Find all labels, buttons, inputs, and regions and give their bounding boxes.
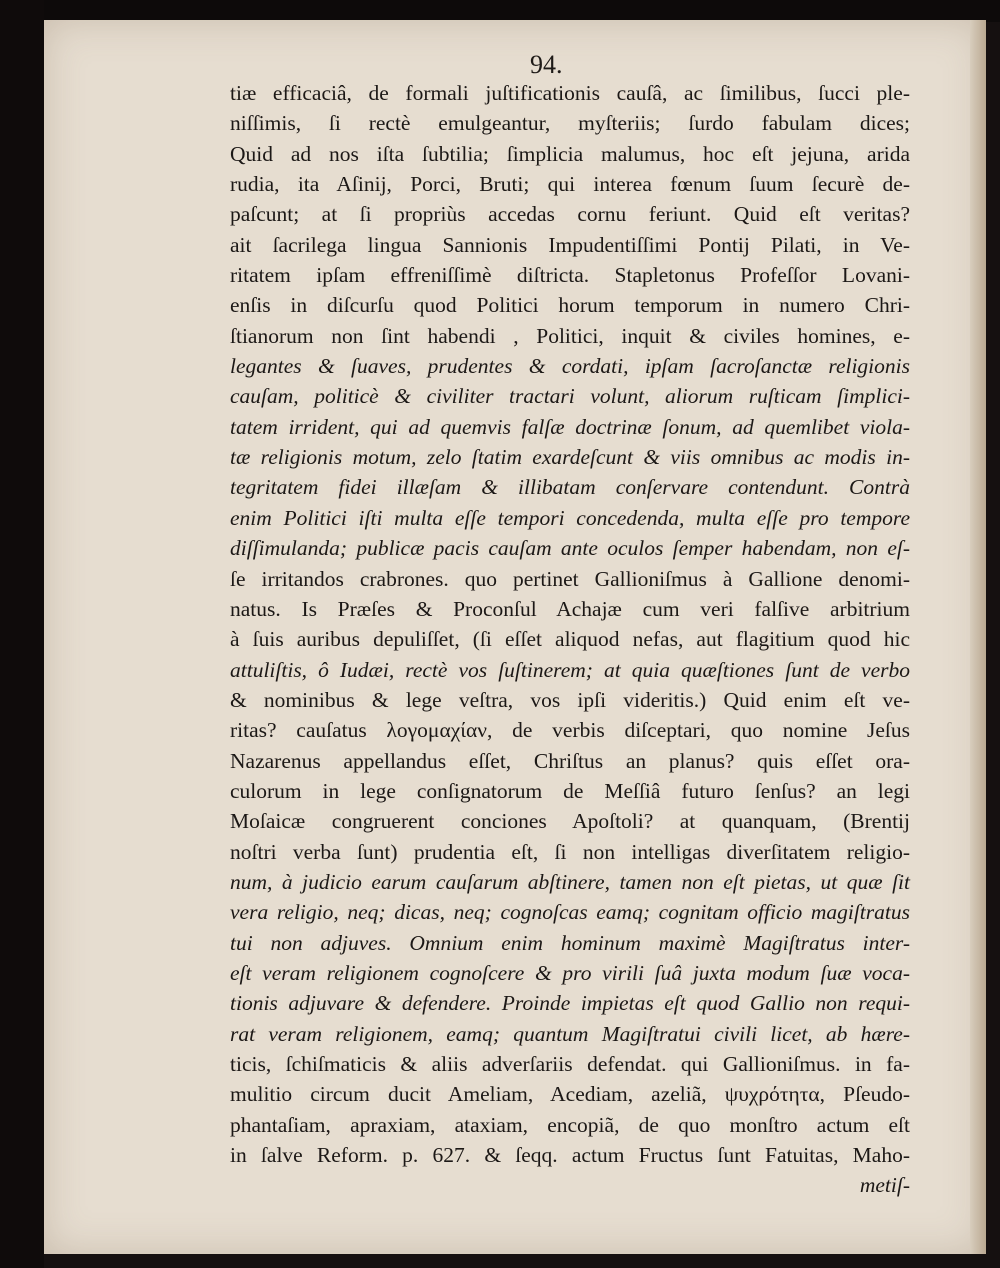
text-line-33: ticis, ſchiſmaticis & aliis adverſariis defendat. qui Gallioniſmus. in fa- xyxy=(230,1052,910,1076)
page-edge xyxy=(970,20,986,1254)
text-line-1: tiæ efficaciâ, de formali juſtificationis cauſâ, ac ſimilibus, ſucci ple- xyxy=(230,81,910,105)
text-line-3: Quid ad nos iſta ſubtilia; ſimplicia malumus, hoc eſt jejuna, arida xyxy=(230,141,910,166)
text-line-35: phantaſiam, apraxiam, ataxiam, encopiã, de quo monſtro actum eſt xyxy=(230,1112,910,1137)
text-line-26: noſtri verba ſunt) prudentia eſt, ſi non intelligas diverſitatem religio- xyxy=(230,839,910,864)
page-number: 94. xyxy=(530,50,563,79)
text-line-2: niſſimis, ſi rectè emulgeantur, myſteriis; ſurdo fabulam dices; xyxy=(230,111,910,136)
text-line-32: rat veram religionem, eamq; quantum Magiſtratui civili licet, ab hære- xyxy=(230,1021,910,1046)
text-line-30: eſt veram religionem cognoſcere & pro virili ſuâ juxta modum ſuæ voca- xyxy=(230,960,910,985)
text-line-29: tui non adjuves. Omnium enim hominum maximè Magiſtratus inter- xyxy=(230,930,910,955)
text-line-23: Nazarenus appellandus eſſet, Chriſtus an planus? quis eſſet ora- xyxy=(230,748,910,773)
text-line-14: tegritatem fidei illæſam & illibatam conſervare contendunt. Contrà xyxy=(230,475,910,500)
text-line-27: num, à judicio earum cauſarum abſtinere, tamen non eſt pietas, ut quæ ſit xyxy=(230,869,910,894)
text-line-13: tæ religionis motum, zelo ſtatim exardeſcunt & viis omnibus ac modis in- xyxy=(230,445,910,470)
text-line-24: culorum in lege conſignatorum de Meſſiâ futuro ſenſus? an legi xyxy=(230,778,910,803)
text-line-28: vera religio, neq; dicas, neq; cognoſcas eamq; cognitam officio magiſtratus xyxy=(230,900,910,925)
text-line-36: in ſalve Reform. p. 627. & ſeqq. actum Fructus ſunt Fatuitas, Maho- xyxy=(230,1143,910,1168)
text-line-18: natus. Is Præſes & Proconſul Achajæ cum veri falſive arbitrium xyxy=(230,596,910,621)
text-line-4: rudia, ita Aſinij, Porci, Bruti; qui interea fœnum ſuum ſecurè de- xyxy=(230,172,910,197)
text-line-16: diſſimulanda; publicæ pacis cauſam ante oculos ſemper habendam, non eſ- xyxy=(230,536,910,561)
text-line-22: ritas? cauſatus λογομαχίαν, de verbis diſceptari, quo nomine Jeſus xyxy=(230,718,910,743)
scan-border-top xyxy=(0,0,1000,22)
catchword: metiſ- xyxy=(859,1173,910,1198)
text-line-19: à ſuis auribus depuliſſet, (ſi eſſet aliquod nefas, aut flagitium quod hic xyxy=(230,627,910,652)
text-line-8: enſis in diſcurſu quod Politici horum temporum in numero Chri- xyxy=(230,293,910,318)
text-line-5: paſcunt; at ſi propriùs accedas cornu feriunt. Quid eſt veritas? xyxy=(230,202,910,227)
body-text xyxy=(230,78,910,1201)
text-line-15: enim Politici iſti multa eſſe tempori concedenda, multa eſſe pro tempore xyxy=(230,505,910,530)
text-line-31: tionis adjuvare & defendere. Proinde impietas eſt quod Gallio non requi- xyxy=(230,991,910,1016)
text-line-25: Moſaicæ congruerent conciones Apoſtoli? at quanquam, (Brentij xyxy=(230,809,910,834)
text-line-9: ſtianorum non ſint habendi , Politici, inquit & civiles homines, e- xyxy=(230,323,910,348)
text-line-12: tatem irrident, qui ad quemvis falſæ doctrinæ ſonum, ad quemlibet viola- xyxy=(230,414,910,439)
text-line-7: ritatem ipſam effreniſſimè diſtricta. Stapletonus Profeſſor Lovani- xyxy=(230,263,910,288)
text-line-11: cauſam, politicè & civiliter tractari volunt, aliorum ruſticam ſimplici- xyxy=(230,384,910,409)
text-line-17: ſe irritandos crabrones. quo pertinet Gallioniſmus à Gallione denomi- xyxy=(230,566,910,591)
text-line-6: ait ſacrilega lingua Sannionis Impudentiſſimi Pontij Pilati, in Ve- xyxy=(230,232,910,257)
scan-border-left xyxy=(0,0,44,1268)
text-line-20: attuliſtis, ô Iudæi, rectè vos ſuſtinerem; at quia quæſtiones ſunt de verbo xyxy=(230,657,910,682)
text-line-34: mulitio circum ducit Ameliam, Acediam, azeliã, ψυχρότητα, Pſeudo- xyxy=(230,1082,910,1107)
text-line-10: legantes & ſuaves, prudentes & cordati, ipſam ſacroſanctæ religionis xyxy=(230,354,910,379)
text-line-21: & nominibus & lege veſtra, vos ipſi videritis.) Quid enim eſt ve- xyxy=(230,687,910,712)
